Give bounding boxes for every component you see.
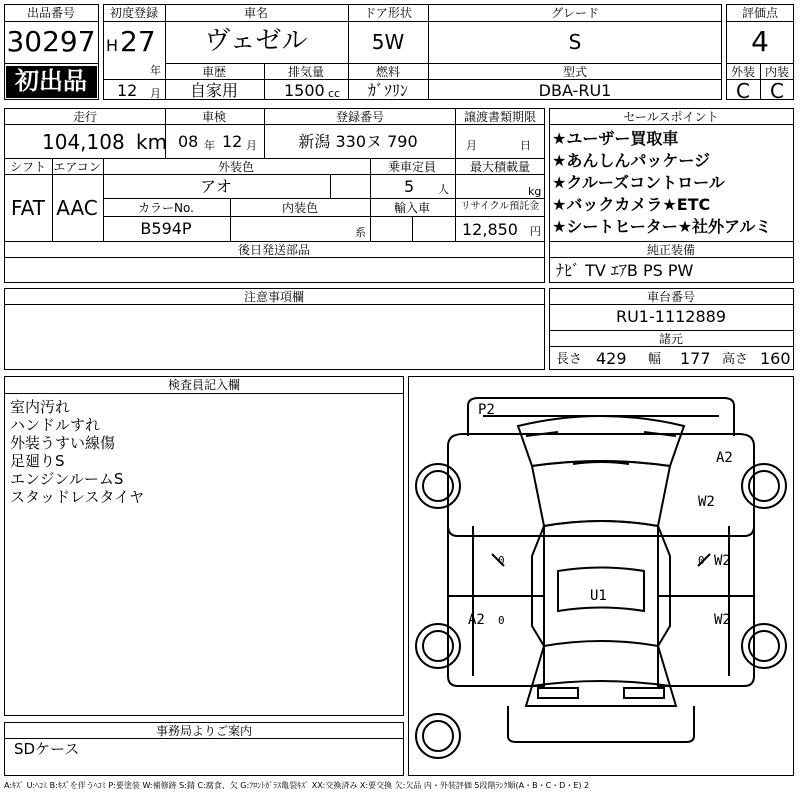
sales-points-label: セールスポイント [623,110,719,124]
mark-a2-right: A2 [716,450,733,466]
height-label: 高さ [722,352,749,367]
reg-month-unit: 月 [150,87,161,100]
reg-year: 27 [120,25,156,58]
sales-point-item: ★ユーザー買取車 [552,129,679,148]
color-no-label: カラーNo. [138,201,194,215]
grade-label: グレード [550,6,600,20]
mark-u1: U1 [590,588,607,604]
equipment-label: 純正装備 [646,243,696,257]
sales-point-item: ★シートヒーター★社外アルミ [552,217,772,236]
inspector-label: 検査員記入欄 [167,378,241,392]
transfer-day-unit: 日 [520,139,531,152]
score: 4 [751,25,769,58]
capacity-unit: 人 [438,183,449,196]
inspector-note: スタッドレスタイヤ [10,488,145,506]
length-label: 長さ [556,352,583,367]
mileage: 104,108 [42,130,125,154]
displacement: 1500 [284,81,325,100]
era: H [106,36,119,55]
specs-label: 諸元 [658,332,684,346]
plate-label: 登録番号 [335,110,385,124]
displacement-label: 排気量 [287,65,325,79]
car-name: ヴェゼル [204,26,308,56]
mark-a2-left: A2 [468,612,485,628]
model: DBA-RU1 [538,81,612,100]
inspector-note: 足廻りS [10,452,65,470]
transfer-month-unit: 月 [466,139,477,152]
inspector-note: 室内汚れ [10,398,71,416]
mark-w2-1: W2 [698,494,715,510]
ac: AAC [56,196,98,220]
int-grade: C [770,79,784,103]
recycle-unit: 円 [530,225,541,238]
inspector-note: ハンドルすれ [10,416,101,434]
transfer-label: 譲渡書類期限 [463,110,537,124]
first-listing-text: 初出品 [15,67,87,95]
mark-w2-3: W2 [714,612,731,628]
capacity: 5 [404,177,415,196]
length: 429 [596,349,627,368]
score-label: 評価点 [741,6,779,20]
plate: 新潟 330ヌ 790 [298,132,418,151]
legend: A:ｷｽﾞ U:ﾍｺﾐ B:ｷｽﾞを伴うﾍｺﾐ P:要塗装 W:補修跡 S:錆 C:腐食、欠 G:ﾌﾛﾝﾄｶﾞﾗｽ亀裂ｷｽﾞ XX:交換済み X:要交換 欠:欠品 内・外装評価 5段階ﾗﾝｸ順(A・B・C・D・E) 2 [4,781,590,790]
mileage-label: 走行 [72,110,98,124]
caution-label: 注意事項欄 [243,290,305,304]
lot-number: 30297 [6,25,96,58]
shift: FAT [10,196,46,220]
chassis-label: 車台番号 [646,290,696,304]
inspector-note: エンジンルームS [10,470,124,488]
reg-month: 12 [117,81,138,100]
ac-label: エアコン [53,160,101,174]
load-label: 最大積載量 [469,160,531,174]
color-label: 外装色 [217,160,255,174]
inspector-notes [10,398,144,506]
ext-grade: C [736,79,750,103]
sales-point-item: ★バックカメラ★ETC [552,195,711,214]
sales-point-item: ★クルーズコントロール [552,173,725,192]
insp-year: 08 [178,132,199,151]
mark-p2: P2 [478,402,495,418]
fuel-label: 燃料 [375,65,401,79]
ext-label: 外装 [730,65,756,79]
sales-point-item: ★あんしんパッケージ [552,151,711,170]
car-diagram [408,376,794,776]
office-label: 事務局よりご案内 [155,724,253,738]
interior-color-label: 内装色 [281,201,319,215]
mark-zero: 0 [498,554,505,567]
shift-label: シフト [9,160,47,174]
color: アオ [200,177,232,196]
insp-month: 12 [222,132,243,151]
mileage-unit: km [136,130,168,154]
reg-year-unit: 年 [150,64,161,77]
color-no: B594P [140,219,192,238]
capacity-label: 乗車定員 [387,160,437,174]
fuel: ｶﾞｿﾘﾝ [367,81,409,100]
equipment: ﾅﾋﾞ TV ｴｱB PS PW [556,261,694,280]
inspector-note: 外装うすい線傷 [10,434,116,452]
first-reg-label: 初度登録 [109,6,159,20]
office-note: SDケース [14,740,80,758]
mark-w2-2: W2 [714,553,731,569]
mark-zero: 0 [698,554,705,567]
door-type: 5W [371,30,405,54]
history-label: 車歴 [201,65,227,79]
displacement-unit: cc [328,87,341,100]
chassis-number: RU1-1112889 [615,307,727,326]
lot-no-label: 出品番号 [26,6,76,20]
model-label: 型式 [562,65,588,79]
height: 160 [760,349,791,368]
width: 177 [680,349,711,368]
recycle: 12,850 [462,220,518,239]
width-label: 幅 [648,352,662,367]
mark-zero: 0 [498,614,505,627]
insp-year-unit: 年 [204,139,215,152]
history: 自家用 [189,81,239,100]
int-label: 内装 [764,65,790,79]
recycle-label: リサイクル預託金 [460,201,540,212]
name-label: 車名 [243,6,269,20]
import-label: 輸入車 [393,201,431,215]
insp-month-unit: 月 [246,139,257,152]
interior-color-unit: 系 [355,226,366,239]
later-parts-label: 後日発送部品 [237,243,311,257]
inspection-label: 車検 [201,110,227,124]
grade: S [568,30,582,54]
load-unit: kg [528,185,542,198]
door-label: ドア形状 [364,6,412,20]
